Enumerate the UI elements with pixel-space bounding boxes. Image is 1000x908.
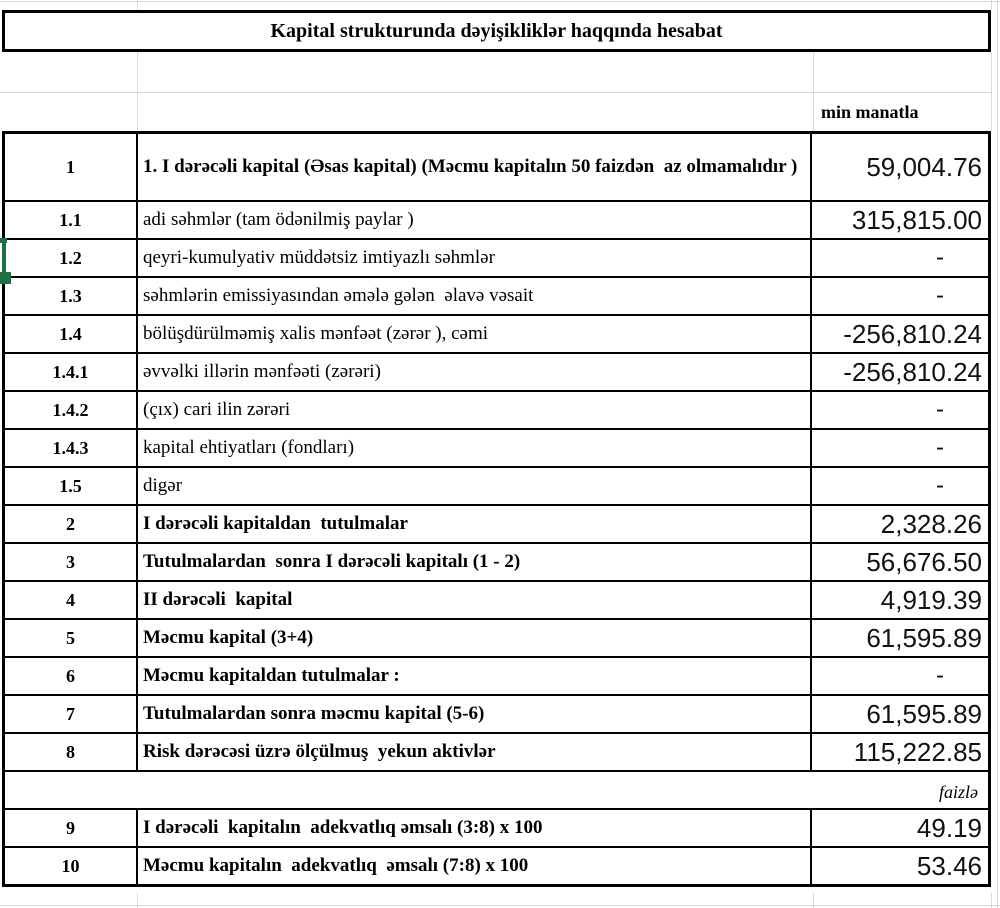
report-title-cell[interactable]	[2, 10, 991, 52]
table-row	[5, 238, 988, 276]
row-label-cell[interactable]: qeyri-kumulyativ müddətsiz imtiyazlı səhmlər	[138, 240, 812, 276]
row-number-cell[interactable]: 6	[5, 658, 138, 694]
capital-table	[2, 131, 991, 887]
row-label-cell[interactable]: bölüşdürülməmiş xalis mənfəət (zərər ), cəmi	[138, 316, 812, 352]
gridline	[991, 52, 992, 131]
table-row	[5, 656, 988, 694]
table-row	[5, 808, 988, 846]
percent-unit-label: faizlə	[939, 782, 978, 802]
table-row	[5, 694, 988, 732]
row-label-cell[interactable]: Tutulmalardan sonra məcmu kapital (5-6)	[138, 696, 812, 732]
row-number-cell[interactable]: 1.4.2	[5, 392, 138, 428]
row-label-cell[interactable]: digər	[138, 468, 812, 504]
row-value-cell[interactable]: -	[936, 434, 944, 461]
row-number-cell[interactable]: 10	[5, 848, 138, 884]
table-row	[5, 390, 988, 428]
gridline	[0, 1, 1000, 2]
row-number-cell[interactable]: 1	[5, 134, 138, 200]
row-value-cell[interactable]: 4,919.39	[880, 585, 982, 615]
row-label-cell[interactable]: Məcmu kapitalın adekvatlıq əmsalı (7:8) x 100	[138, 848, 812, 884]
selection-fill-handle[interactable]	[0, 272, 11, 284]
row-label-cell[interactable]: I dərəcəli kapitalın adekvatlıq əmsalı (3:8) x 100	[138, 810, 812, 846]
row-value-cell[interactable]: -	[936, 244, 944, 271]
row-value-cell[interactable]: 315,815.00	[851, 205, 982, 235]
row-label-cell[interactable]: kapital ehtiyatları (fondları)	[138, 430, 812, 466]
row-value-cell[interactable]: 2,328.26	[880, 509, 982, 539]
percent-unit-row	[5, 770, 988, 808]
row-number-cell[interactable]: 1.4.1	[5, 354, 138, 390]
gridline	[0, 905, 1000, 906]
gridline	[137, 0, 138, 10]
row-value-cell[interactable]: 59,004.76	[866, 152, 982, 182]
row-number-cell[interactable]: 1.3	[5, 278, 138, 314]
row-number-cell[interactable]: 1.4	[5, 316, 138, 352]
gridline	[997, 0, 998, 908]
row-value-cell[interactable]: -256,810.24	[843, 357, 982, 387]
row-label-cell[interactable]: səhmlərin emissiyasından əmələ gələn əlavə vəsait	[138, 278, 812, 314]
row-number-cell[interactable]: 5	[5, 620, 138, 656]
table-row	[5, 618, 988, 656]
row-value-cell[interactable]: 56,676.50	[866, 547, 982, 577]
table-row	[5, 200, 988, 238]
row-label-cell[interactable]: Məcmu kapital (3+4)	[138, 620, 812, 656]
row-value-cell[interactable]: -	[936, 662, 944, 689]
table-row	[5, 504, 988, 542]
table-row	[5, 134, 988, 200]
row-value-cell[interactable]: 115,222.85	[853, 737, 982, 767]
row-number-cell[interactable]: 4	[5, 582, 138, 618]
row-label-cell[interactable]: Tutulmalardan sonra I dərəcəli kapitalı (1 - 2)	[138, 544, 812, 580]
row-label-cell[interactable]: I dərəcəli kapitaldan tutulmalar	[138, 506, 812, 542]
table-row	[5, 428, 988, 466]
row-number-cell[interactable]: 1.2	[5, 240, 138, 276]
row-label-cell[interactable]: Məcmu kapitaldan tutulmalar :	[138, 658, 812, 694]
unit-header-cell[interactable]	[813, 93, 991, 131]
row-value-cell[interactable]: 53.46	[916, 851, 982, 881]
row-value-cell[interactable]: 61,595.89	[866, 699, 982, 729]
row-label-cell[interactable]: II dərəcəli kapital	[138, 582, 812, 618]
row-label-cell[interactable]: adi səhmlər (tam ödənilmiş paylar )	[138, 202, 812, 238]
table-row	[5, 314, 988, 352]
row-value-cell[interactable]: -	[936, 472, 944, 499]
report-title: Kapital strukturunda dəyişikliklər haqqında hesabat	[270, 19, 723, 42]
row-value-cell[interactable]: -	[936, 396, 944, 423]
table-row	[5, 466, 988, 504]
row-value-cell[interactable]: -256,810.24	[843, 319, 982, 349]
gridline	[991, 0, 992, 10]
table-row	[5, 352, 988, 390]
row-value-cell[interactable]: 49.19	[916, 813, 982, 843]
row-label-cell[interactable]: Risk dərəcəsi üzrə ölçülmuş yekun aktivlər	[138, 734, 812, 770]
row-label-cell[interactable]: əvvəlki illərin mənfəəti (zərəri)	[138, 354, 812, 390]
row-label-cell[interactable]: (çıx) cari ilin zərəri	[138, 392, 812, 428]
row-number-cell[interactable]: 7	[5, 696, 138, 732]
table-row	[5, 846, 988, 884]
unit-header-label: min manatla	[821, 101, 919, 122]
row-number-cell[interactable]: 2	[5, 506, 138, 542]
row-value-cell[interactable]: -	[936, 282, 944, 309]
row-number-cell[interactable]: 8	[5, 734, 138, 770]
row-label-cell[interactable]: 1. I dərəcəli kapital (Əsas kapital) (Məcmu kapitalın 50 faizdən az olmamalıdır )	[138, 134, 812, 200]
table-row	[5, 276, 988, 314]
row-number-cell[interactable]: 1.1	[5, 202, 138, 238]
row-number-cell[interactable]: 9	[5, 810, 138, 846]
table-row	[5, 732, 988, 770]
row-number-cell[interactable]: 3	[5, 544, 138, 580]
row-number-cell[interactable]: 1.4.3	[5, 430, 138, 466]
row-value-cell[interactable]: 61,595.89	[866, 623, 982, 653]
table-row	[5, 542, 988, 580]
selection-border-corner	[0, 238, 7, 243]
row-number-cell[interactable]: 1.5	[5, 468, 138, 504]
table-row	[5, 580, 988, 618]
